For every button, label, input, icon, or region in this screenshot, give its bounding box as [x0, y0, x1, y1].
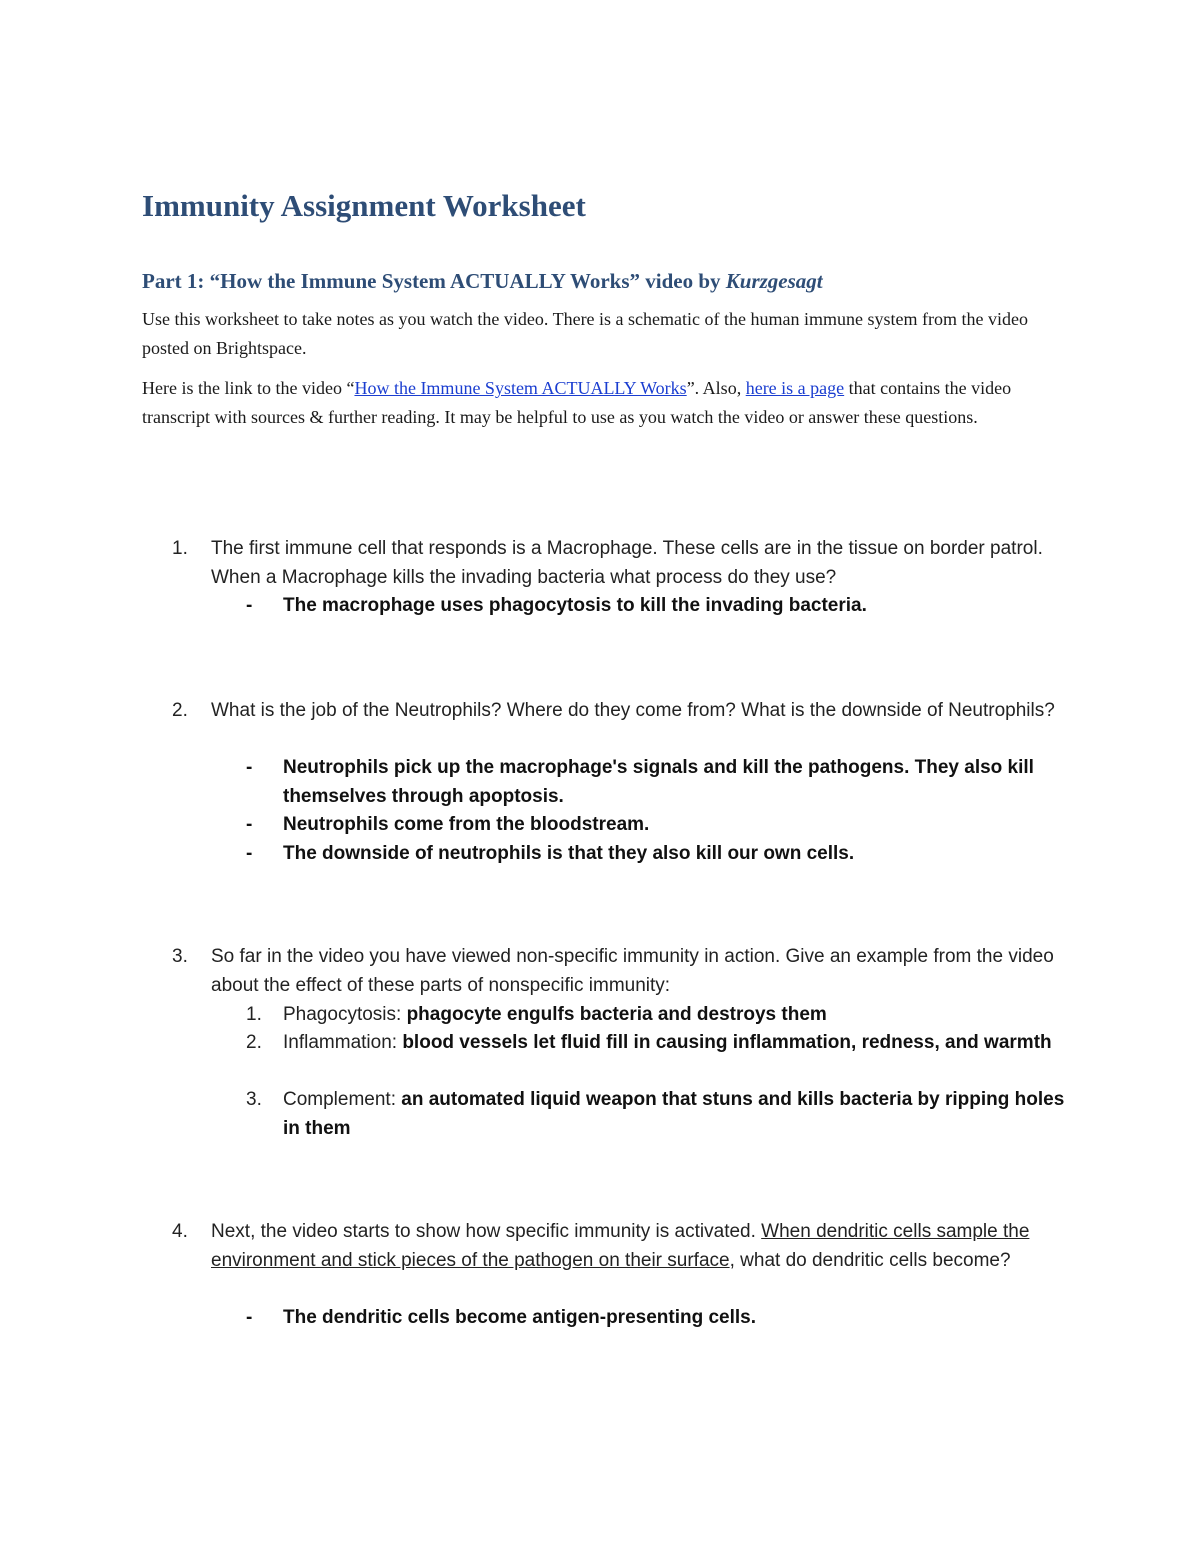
question-2-answer-2: Neutrophils come from the bloodstream. — [283, 814, 650, 835]
intro-text-3: that contains the video transcript with sources & further reading. It may be helpful to use as you watch the video or answer these questions. — [142, 378, 1012, 427]
intro-paragraph-1: Use this worksheet to take notes as you watch the video. There is a schematic of the human immune system from the video posted on Brightspace. — [142, 309, 1028, 358]
video-link[interactable]: How the Immune System ACTUALLY Works — [354, 378, 687, 398]
question-1-number: 1. — [172, 538, 188, 559]
question-4-answer: The dendritic cells become antigen-presenting cells. — [283, 1307, 757, 1328]
intro-paragraph-2 — [142, 374, 1062, 432]
answer-bullet: - — [246, 843, 253, 864]
question-3-item-2 — [283, 1029, 1073, 1058]
part1-heading — [142, 269, 823, 294]
question-3-item-1 — [283, 1001, 1073, 1030]
item-label: Inflammation: — [283, 1032, 403, 1053]
answer-bullet: - — [246, 757, 253, 778]
question-3-number: 3. — [172, 946, 188, 967]
question-3-text: So far in the video you have viewed non-specific immunity in action. Give an example from the video about the effect of these parts of nonspecific immunity: — [211, 946, 1054, 996]
transcript-page-link[interactable]: here is a page — [745, 378, 845, 398]
answer-bullet: - — [246, 814, 253, 835]
intro-text-1: Here is the link to the video “ — [142, 378, 355, 398]
answer-bullet: - — [246, 595, 253, 616]
question-4-number: 4. — [172, 1221, 188, 1242]
part1-heading-text: Part 1: “How the Immune System ACTUALLY Works” video by — [142, 269, 726, 293]
document-title: Immunity Assignment Worksheet — [142, 188, 586, 223]
question-1-answer: The macrophage uses phagocytosis to kill the invading bacteria. — [283, 595, 867, 616]
question-2-answer-1: Neutrophils pick up the macrophage's signals and kill the pathogens. They also kill themselves through apoptosis. — [283, 757, 1034, 807]
part1-heading-author: Kurzgesagt — [725, 269, 823, 293]
question-4-text-1: Next, the video starts to show how specific immunity is activated. — [211, 1221, 762, 1242]
item-label: Phagocytosis: — [283, 1004, 407, 1025]
question-4-text-2: , what do dendritic cells become? — [729, 1249, 1011, 1271]
question-4-text — [211, 1218, 1061, 1275]
question-3-item-1-number: 1. — [246, 1004, 262, 1025]
question-4-underlined: When dendritic cells sample the environment and stick pieces of the pathogen on their surface — [211, 1221, 1030, 1271]
question-1-text: The first immune cell that responds is a Macrophage. These cells are in the tissue on border patrol. When a Macrophage kills the invading bacteria what process do they use? — [211, 538, 1043, 588]
item-answer: an automated liquid weapon that stuns and kills bacteria by ripping holes in them — [283, 1089, 1065, 1139]
question-2-number: 2. — [172, 700, 188, 721]
answer-bullet: - — [246, 1307, 253, 1328]
question-3-item-3 — [283, 1086, 1073, 1143]
item-answer: blood vessels let fluid fill in causing inflammation, redness, and warmth — [402, 1032, 1052, 1053]
intro-text-2: ”. Also, — [686, 378, 746, 398]
item-label: Complement: — [283, 1089, 402, 1110]
question-2-answer-3: The downside of neutrophils is that they also kill our own cells. — [283, 843, 855, 864]
question-3-item-3-number: 3. — [246, 1089, 262, 1110]
question-3-item-2-number: 2. — [246, 1032, 262, 1053]
question-2-text: What is the job of the Neutrophils? Where do they come from? What is the downside of Neutrophils? — [211, 700, 1055, 721]
item-answer: phagocyte engulfs bacteria and destroys them — [406, 1004, 827, 1025]
